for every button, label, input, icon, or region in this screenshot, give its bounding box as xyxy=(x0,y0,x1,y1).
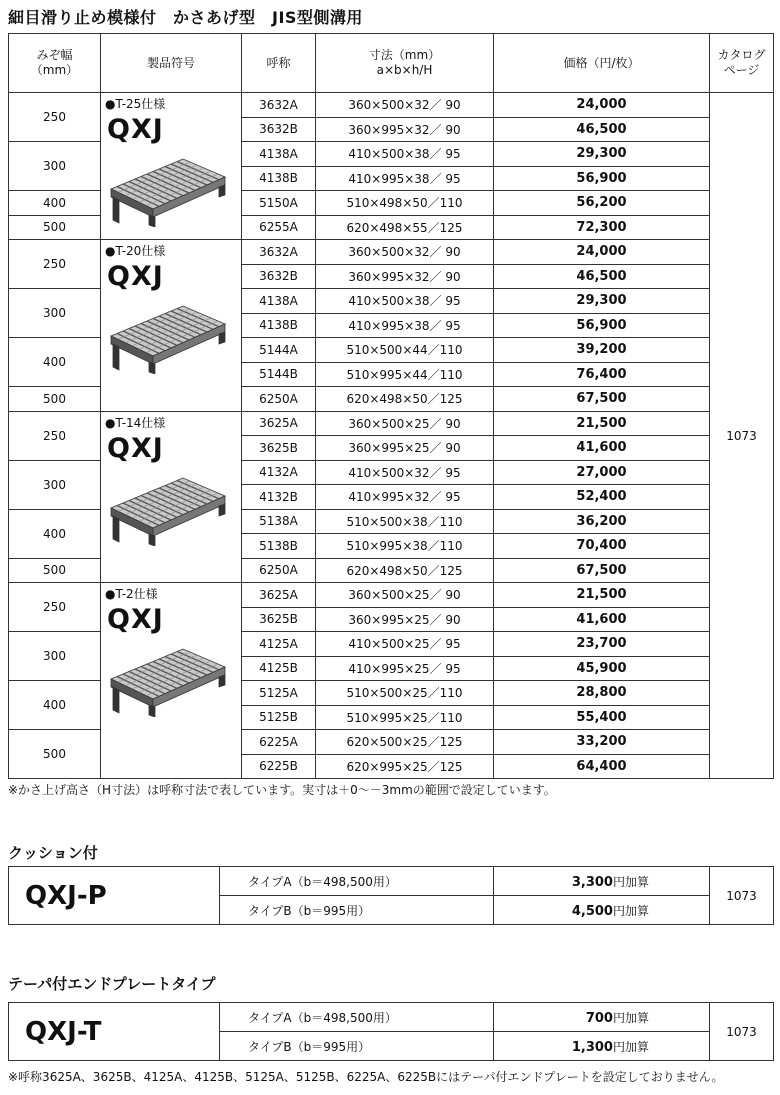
price-cell: 33,200 xyxy=(494,730,710,755)
name-cell: 5125B xyxy=(242,705,316,730)
price-cell: 29,300 xyxy=(494,142,710,167)
name-cell: 4125B xyxy=(242,656,316,681)
dims-cell: 410×500×38／ 95 xyxy=(316,142,494,167)
dims-cell: 510×995×25／110 xyxy=(316,705,494,730)
dims-cell: 510×498×50／110 xyxy=(316,191,494,216)
name-cell: 4138B xyxy=(242,313,316,338)
dims-cell: 510×995×44／110 xyxy=(316,362,494,387)
name-cell: 3632A xyxy=(242,240,316,265)
cushion-heading: クッション付 xyxy=(8,844,98,862)
dims-cell: 620×500×25／125 xyxy=(316,730,494,755)
dims-cell: 360×500×25／ 90 xyxy=(316,411,494,436)
dims-cell: 510×995×38／110 xyxy=(316,534,494,559)
price-cell: 36,200 xyxy=(494,509,710,534)
header-width: みぞ幅 （mm） xyxy=(9,34,101,93)
width-cell: 300 xyxy=(9,460,101,509)
dims-cell: 410×500×32／ 95 xyxy=(316,460,494,485)
price-cell: 52,400 xyxy=(494,485,710,510)
header-product: 製品符号 xyxy=(101,34,242,93)
price-cell: 46,500 xyxy=(494,264,710,289)
dims-cell: 410×500×38／ 95 xyxy=(316,289,494,314)
name-cell: 3632A xyxy=(242,93,316,118)
name-cell: 6225B xyxy=(242,754,316,779)
note-taper: ※呼称3625A、3625B、4125A、4125B、5125A、5125B、6225A、6225Bにはテーパ付エンドプレートを設定しておりません。 xyxy=(8,1070,724,1084)
price-cell: 24,000 xyxy=(494,93,710,118)
name-cell: 6250A xyxy=(242,387,316,412)
price-table xyxy=(8,33,774,779)
dims-cell: 360×500×25／ 90 xyxy=(316,583,494,608)
dims-cell: 360×995×32／ 90 xyxy=(316,117,494,142)
header-dims: 寸法（mm） a×b×h/H xyxy=(316,34,494,93)
price-cell: 70,400 xyxy=(494,534,710,559)
width-cell: 500 xyxy=(9,558,101,583)
name-cell: 3625B xyxy=(242,607,316,632)
name-cell: 4138A xyxy=(242,289,316,314)
table-row xyxy=(9,93,774,118)
price-cell: 56,900 xyxy=(494,166,710,191)
taper-model: QXJ-T xyxy=(9,1003,220,1061)
cushion-model: QXJ-P xyxy=(9,867,220,925)
dims-cell: 510×500×25／110 xyxy=(316,681,494,706)
price-cell: 41,600 xyxy=(494,436,710,461)
price-cell: 28,800 xyxy=(494,681,710,706)
cushion-add-b: 4,500円加算 xyxy=(494,896,710,925)
price-cell: 55,400 xyxy=(494,705,710,730)
grating-image xyxy=(109,151,227,227)
price-cell: 23,700 xyxy=(494,632,710,657)
dims-cell: 410×995×38／ 95 xyxy=(316,166,494,191)
catalog-page-cell: 1073 xyxy=(710,93,774,779)
spec-label: ●T-14仕様 xyxy=(105,415,166,430)
dims-cell: 620×498×50／125 xyxy=(316,558,494,583)
name-cell: 6225A xyxy=(242,730,316,755)
name-cell: 5125A xyxy=(242,681,316,706)
price-cell: 64,400 xyxy=(494,754,710,779)
name-cell: 6255A xyxy=(242,215,316,240)
taper-type-b: タイプB（b＝995用） xyxy=(220,1032,494,1061)
dims-cell: 410×995×25／ 95 xyxy=(316,656,494,681)
width-cell: 500 xyxy=(9,387,101,412)
dims-cell: 360×995×25／ 90 xyxy=(316,436,494,461)
grating-image xyxy=(109,641,227,717)
dims-cell: 410×995×32／ 95 xyxy=(316,485,494,510)
header-catalog: カタログ ページ xyxy=(710,34,774,93)
taper-add-a: 700円加算 xyxy=(494,1003,710,1032)
note-height: ※かさ上げ高さ（H寸法）は呼称寸法で表しています。実寸は＋0～－3mmの範囲で設定しています。 xyxy=(8,783,556,797)
taper-type-a: タイプA（b＝498,500用） xyxy=(220,1003,494,1032)
product-cell xyxy=(101,411,242,583)
grating-image xyxy=(109,470,227,546)
price-cell: 24,000 xyxy=(494,240,710,265)
table-row xyxy=(9,583,774,608)
product-code: QXJ xyxy=(107,604,164,635)
width-cell: 500 xyxy=(9,215,101,240)
dims-cell: 360×500×32／ 90 xyxy=(316,93,494,118)
header-price: 価格（円/枚） xyxy=(494,34,710,93)
price-cell: 21,500 xyxy=(494,583,710,608)
width-cell: 250 xyxy=(9,240,101,289)
price-cell: 21,500 xyxy=(494,411,710,436)
dims-cell: 620×498×55／125 xyxy=(316,215,494,240)
price-cell: 67,500 xyxy=(494,387,710,412)
price-cell: 67,500 xyxy=(494,558,710,583)
width-cell: 400 xyxy=(9,191,101,216)
taper-heading: テーパ付エンドプレートタイプ xyxy=(8,975,216,993)
price-cell: 29,300 xyxy=(494,289,710,314)
price-cell: 72,300 xyxy=(494,215,710,240)
name-cell: 5150A xyxy=(242,191,316,216)
dims-cell: 360×995×25／ 90 xyxy=(316,607,494,632)
cushion-add-a: 3,300円加算 xyxy=(494,867,710,896)
width-cell: 400 xyxy=(9,509,101,558)
spec-label: ●T-2仕様 xyxy=(105,587,158,601)
name-cell: 3625B xyxy=(242,436,316,461)
price-cell: 56,900 xyxy=(494,313,710,338)
name-cell: 4125A xyxy=(242,632,316,657)
cushion-type-b: タイプB（b＝995用） xyxy=(220,896,494,925)
name-cell: 3625A xyxy=(242,583,316,608)
price-cell: 76,400 xyxy=(494,362,710,387)
price-cell: 39,200 xyxy=(494,338,710,363)
header-name: 呼称 xyxy=(242,34,316,93)
table-row xyxy=(9,240,774,265)
cushion-page: 1073 xyxy=(710,867,774,925)
price-cell: 27,000 xyxy=(494,460,710,485)
dims-cell: 360×500×32／ 90 xyxy=(316,240,494,265)
spec-label: ●T-25仕様 xyxy=(105,97,166,111)
price-cell: 41,600 xyxy=(494,607,710,632)
name-cell: 5144A xyxy=(242,338,316,363)
width-cell: 250 xyxy=(9,583,101,632)
width-cell: 500 xyxy=(9,730,101,779)
name-cell: 3625A xyxy=(242,411,316,436)
cushion-table xyxy=(8,866,774,925)
cushion-type-a: タイプA（b＝498,500用） xyxy=(220,867,494,896)
name-cell: 3632B xyxy=(242,117,316,142)
taper-table xyxy=(8,1002,774,1061)
table-row xyxy=(9,411,774,436)
product-code: QXJ xyxy=(107,114,164,145)
dims-cell: 410×995×38／ 95 xyxy=(316,313,494,338)
product-cell xyxy=(101,583,242,779)
name-cell: 4138A xyxy=(242,142,316,167)
dims-cell: 510×500×38／110 xyxy=(316,509,494,534)
dims-cell: 620×498×50／125 xyxy=(316,387,494,412)
product-code: QXJ xyxy=(107,432,164,464)
dims-cell: 410×500×25／ 95 xyxy=(316,632,494,657)
name-cell: 5138B xyxy=(242,534,316,559)
width-cell: 400 xyxy=(9,681,101,730)
width-cell: 250 xyxy=(9,411,101,460)
header-row xyxy=(9,34,774,93)
name-cell: 4132B xyxy=(242,485,316,510)
product-cell xyxy=(101,93,242,240)
width-cell: 300 xyxy=(9,289,101,338)
name-cell: 4138B xyxy=(242,166,316,191)
grating-image xyxy=(109,298,227,374)
taper-page: 1073 xyxy=(710,1003,774,1061)
product-code: QXJ xyxy=(107,261,164,292)
dims-cell: 620×995×25／125 xyxy=(316,754,494,779)
name-cell: 6250A xyxy=(242,558,316,583)
spec-label: ●T-20仕様 xyxy=(105,244,166,258)
page-title: 細目滑り止め模様付 かさあげ型 JIS型側溝用 xyxy=(8,8,363,27)
price-cell: 46,500 xyxy=(494,117,710,142)
product-cell xyxy=(101,240,242,412)
price-cell: 56,200 xyxy=(494,191,710,216)
taper-add-b: 1,300円加算 xyxy=(494,1032,710,1061)
price-cell: 45,900 xyxy=(494,656,710,681)
name-cell: 5144B xyxy=(242,362,316,387)
dims-cell: 510×500×44／110 xyxy=(316,338,494,363)
name-cell: 5138A xyxy=(242,509,316,534)
width-cell: 300 xyxy=(9,632,101,681)
name-cell: 3632B xyxy=(242,264,316,289)
width-cell: 300 xyxy=(9,142,101,191)
name-cell: 4132A xyxy=(242,460,316,485)
width-cell: 400 xyxy=(9,338,101,387)
width-cell: 250 xyxy=(9,93,101,142)
dims-cell: 360×995×32／ 90 xyxy=(316,264,494,289)
